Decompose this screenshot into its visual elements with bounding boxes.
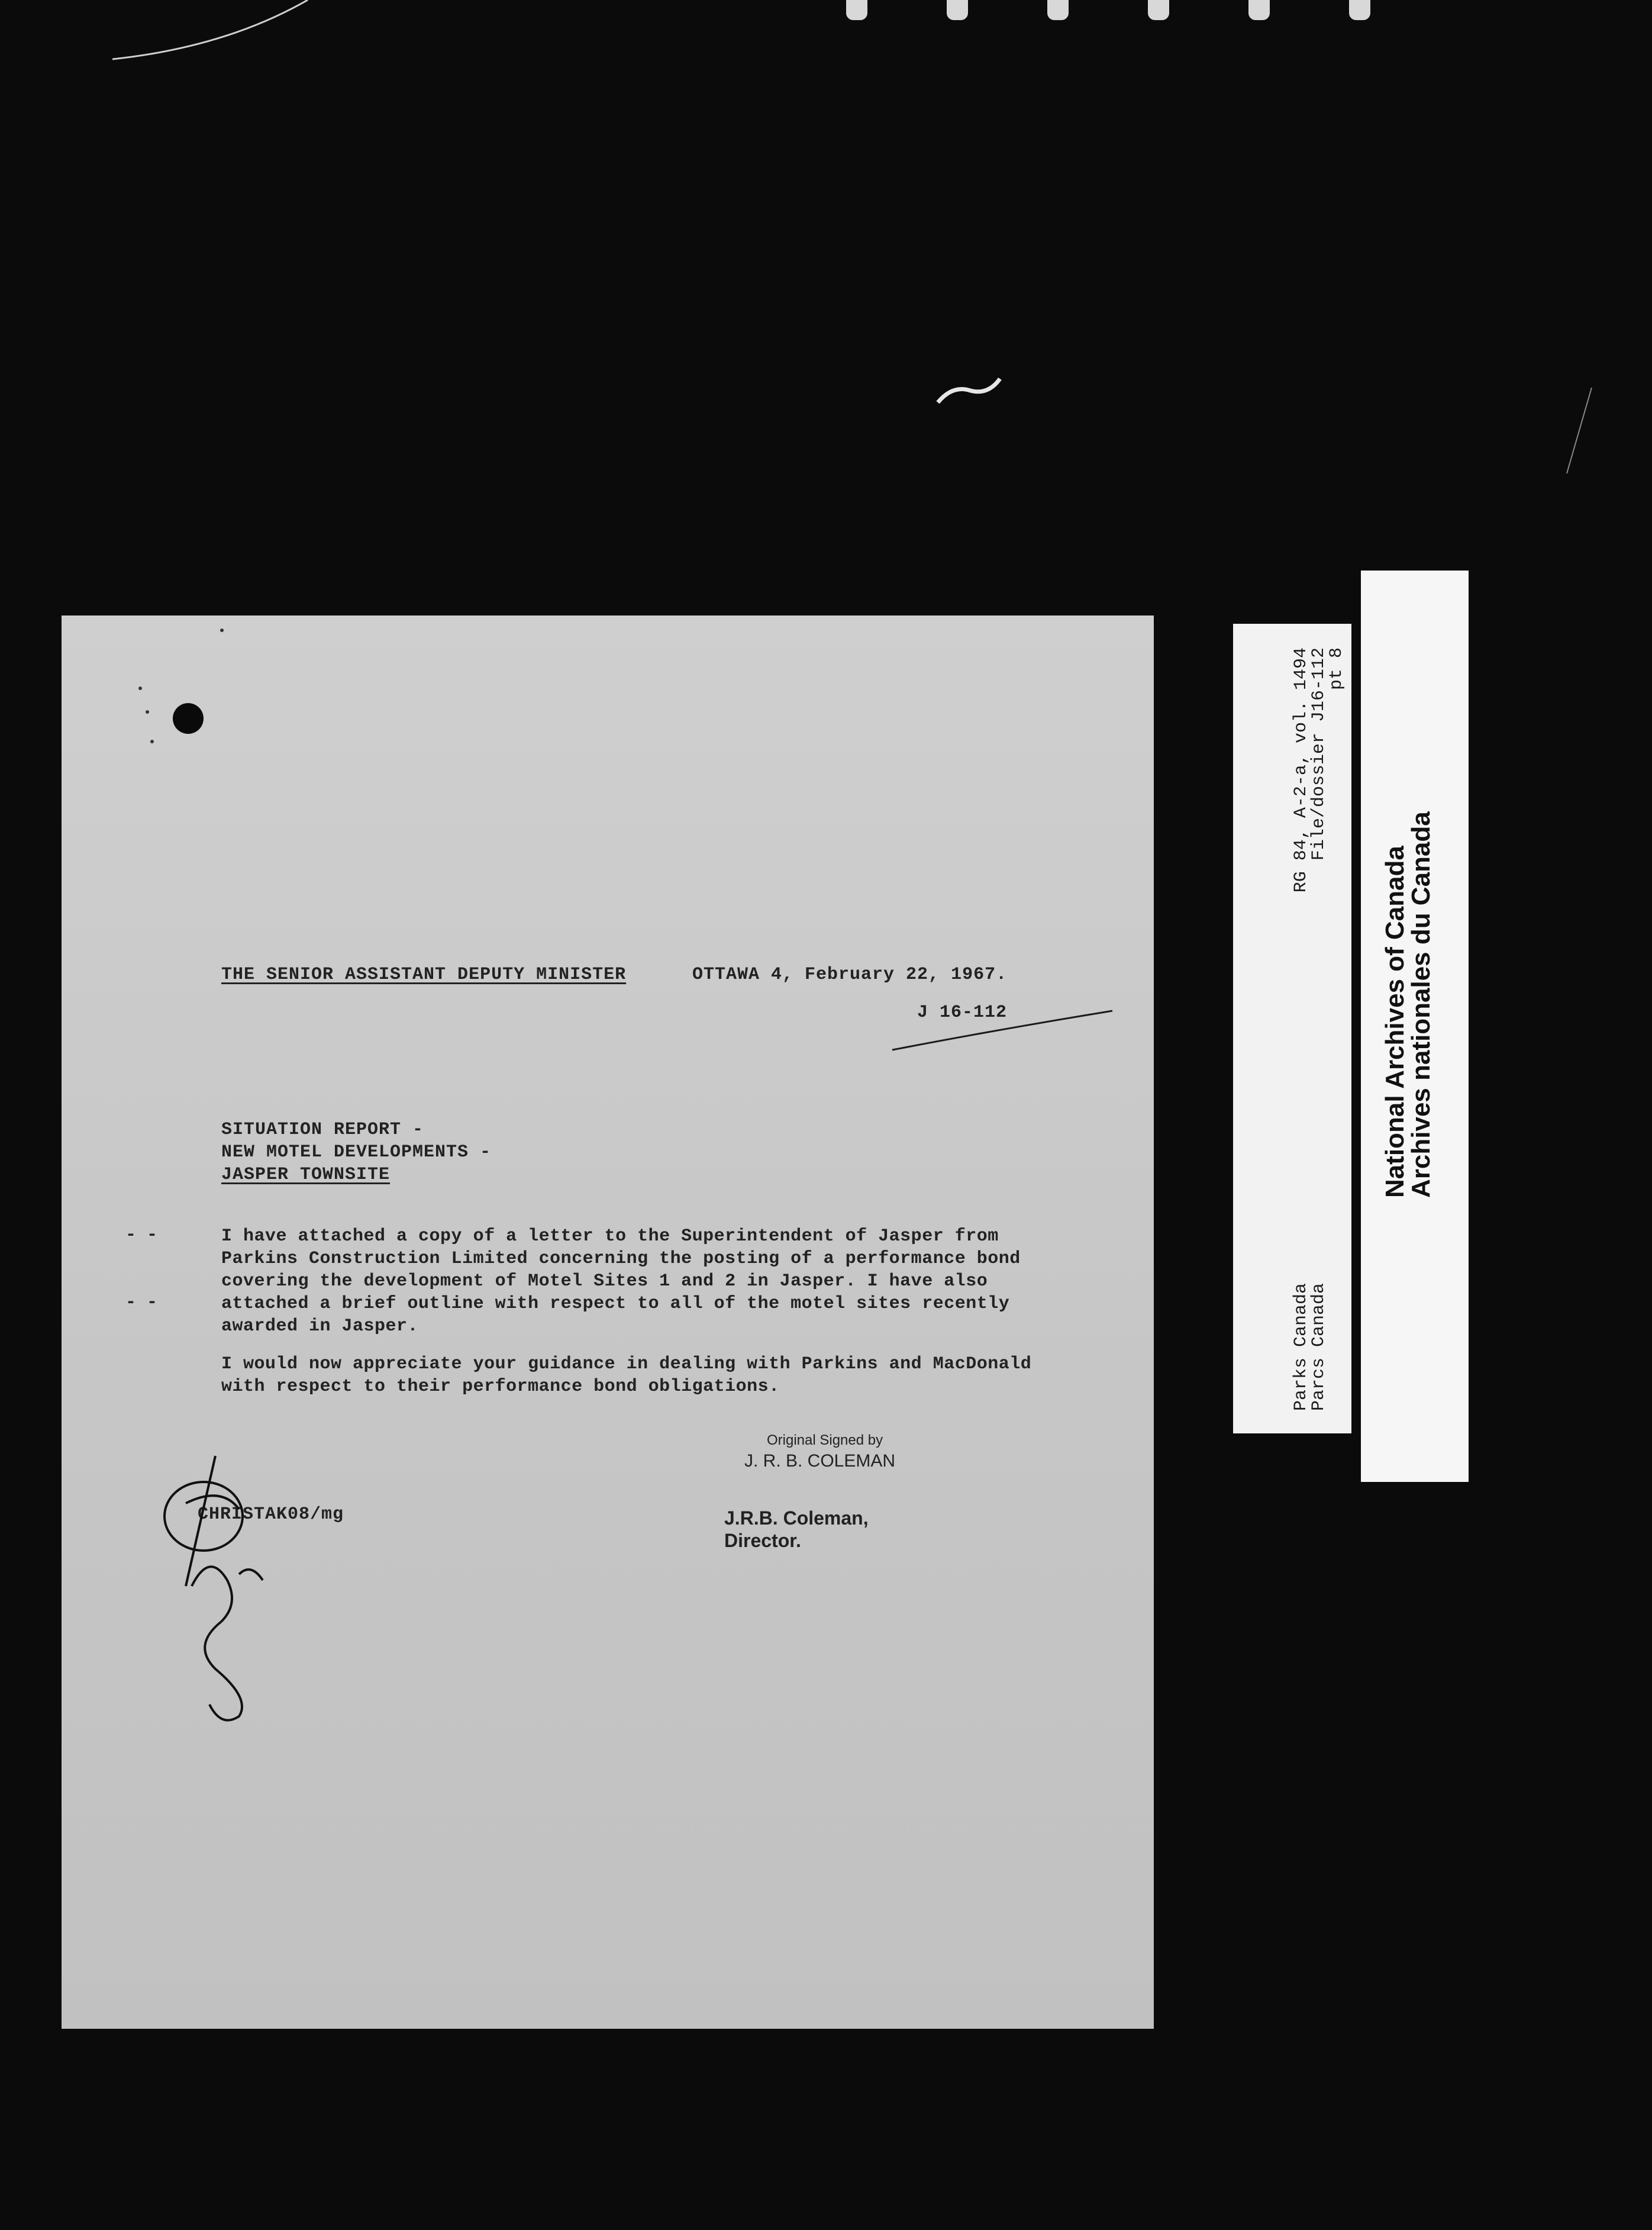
reference-part: pt 8 xyxy=(1327,647,1347,691)
subject-block xyxy=(221,1119,491,1186)
film-speck-mid xyxy=(935,373,1006,408)
institution-text xyxy=(1382,811,1434,1198)
file-reference: J 16-112 xyxy=(917,1003,1008,1023)
signed-stamp-label: Original Signed by xyxy=(767,1432,883,1448)
paragraph-1-line: I have attached a copy of a letter to the Superintendent of Jasper from xyxy=(221,1226,999,1246)
reference-file: File/dossier J16-112 xyxy=(1309,647,1329,861)
dateline: OTTAWA 4, February 22, 1967. xyxy=(692,965,1008,985)
letter-page xyxy=(62,615,1154,2029)
reference-agency-en: Parks Canada xyxy=(1291,1282,1311,1411)
reference-agency-fr: Parcs Canada xyxy=(1309,1282,1329,1411)
reference-row-2 xyxy=(1310,647,1328,1411)
film-scratch-top xyxy=(107,0,343,71)
signature-block xyxy=(724,1507,869,1552)
file-reference-pen-stroke xyxy=(890,1006,1115,1053)
paragraph-1-line: awarded in Jasper. xyxy=(221,1316,419,1336)
subject-line-1: SITUATION REPORT - xyxy=(221,1120,424,1140)
subject-line-3: JASPER TOWNSITE xyxy=(221,1165,391,1185)
paragraph-1 xyxy=(221,1225,1109,1338)
paragraph-1-line: Parkins Construction Limited concerning the posting of a performance bond xyxy=(221,1249,1021,1269)
reference-row-3 xyxy=(1328,647,1346,1411)
signatory-name: J.R.B. Coleman, xyxy=(724,1507,869,1529)
institution-label xyxy=(1361,571,1469,1482)
handwritten-initials-mark xyxy=(150,1432,340,1728)
signed-stamp-name: J. R. B. COLEMAN xyxy=(744,1451,896,1471)
paragraph-2-line: I would now appreciate your guidance in dealing with Parkins and MacDonald xyxy=(221,1354,1032,1374)
institution-name-en: National Archives of Canada xyxy=(1380,846,1409,1198)
original-signed-stamp xyxy=(744,1432,895,1471)
film-scratch-right xyxy=(1562,385,1598,479)
archive-reference-text xyxy=(1292,647,1346,1411)
paragraph-1-line: attached a brief outline with respect to all of the motel sites recently xyxy=(221,1294,1010,1314)
punch-hole xyxy=(173,703,204,734)
paragraph-1-line: covering the development of Motel Sites 1 and 2 in Jasper. I have also xyxy=(221,1271,988,1291)
margin-mark-1: - - xyxy=(125,1225,158,1245)
paragraph-2-line: with respect to their performance bond obligations. xyxy=(221,1377,780,1397)
margin-mark-2: - - xyxy=(125,1293,158,1313)
paragraph-2 xyxy=(221,1353,1109,1398)
typist-initials: CHRISTAK08/mg xyxy=(198,1504,344,1525)
reference-row-1 xyxy=(1292,647,1310,1411)
from-line: THE SENIOR ASSISTANT DEPUTY MINISTER xyxy=(221,965,627,985)
reference-record-group: RG 84, A-2-a, vol. 1494 xyxy=(1291,647,1311,893)
subject-line-2: NEW MOTEL DEVELOPMENTS - xyxy=(221,1142,492,1162)
archive-reference-label xyxy=(1233,624,1351,1433)
institution-name-fr: Archives nationales du Canada xyxy=(1406,811,1435,1198)
film-edge-marks xyxy=(828,0,1390,24)
signatory-title: Director. xyxy=(724,1530,801,1551)
